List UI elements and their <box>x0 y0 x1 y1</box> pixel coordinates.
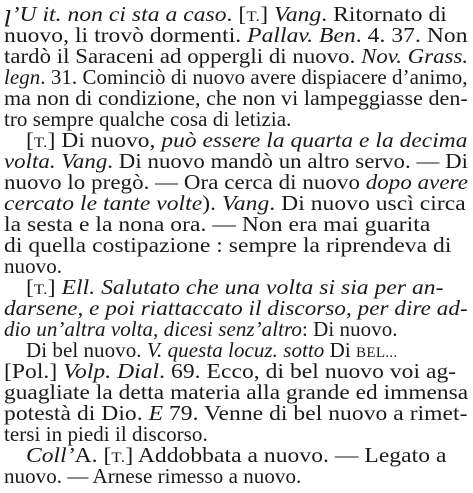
roman-run: Di <box>329 338 357 362</box>
roman-run: [ <box>26 275 34 299</box>
roman-run: nuovo. <box>4 254 63 278</box>
roman-run: . 4. 37. Non <box>355 23 468 47</box>
italic-run: volta. Vang <box>4 149 108 173</box>
roman-run: . Ritornato di <box>321 2 447 26</box>
roman-run: ] <box>260 2 275 26</box>
roman-run: ma non di condizione, che non vi lampeggiasse den- <box>4 86 468 110</box>
text-line <box>4 464 301 488</box>
roman-run: . [ <box>226 2 247 26</box>
small-caps-run: T. <box>111 450 126 466</box>
roman-run: nuovo. — Arnese rimesso a nuovo. <box>4 464 302 488</box>
roman-run: . 31. Cominciò di nuovo avere dispiacere d’animo, <box>40 65 468 89</box>
italic-run: V. questa locuz. sotto <box>146 338 330 362</box>
roman-run: [Pol.] <box>4 359 64 383</box>
roman-run: potestà di Dio. <box>4 401 149 425</box>
roman-run: tardò il Saraceni ad oppergli di nuovo. <box>4 44 362 68</box>
italic-run: Pallav. Ben <box>247 23 356 47</box>
roman-run: tro sempre qualche cosa di letizia. <box>4 107 292 131</box>
roman-run: ). <box>202 191 223 215</box>
italic-run: darsene, e poi riattaccato il discorso, per dire ad- <box>4 296 468 320</box>
italic-run: Coll’ <box>26 443 75 467</box>
small-caps-run: T. <box>246 9 261 25</box>
roman-run: ] Addobbata a nuovo. — Legato a <box>125 443 447 467</box>
italic-run: ꞁ’U it. non ci sta a caso <box>4 2 227 26</box>
italic-run: E <box>148 401 164 425</box>
italic-run: Volp. Dial <box>63 359 160 383</box>
roman-run: tersi in piedi il discorso. <box>4 422 208 446</box>
roman-run: . Di nuovo mandò un altro servo. — Di <box>107 149 469 173</box>
small-caps-run: BEL... <box>356 345 398 361</box>
small-caps-run: T. <box>33 282 48 298</box>
roman-run: Di bel nuovo. <box>26 338 147 362</box>
italic-run: Vang <box>274 2 322 26</box>
roman-run: nuovo, li trovò dormenti. <box>4 23 248 47</box>
italic-run: cercato le tante volte <box>4 191 203 215</box>
small-caps-run: T. <box>33 135 48 151</box>
roman-run: . 69. Ecco, di bel nuovo voi ag- <box>159 359 457 383</box>
italic-run: dio un’altra volta, dicesi senz’altro <box>4 317 302 341</box>
italic-run: Ell. Salutato che una volta si sia per an- <box>61 275 444 299</box>
roman-run: 79. Venne di bel nuovo a rimet- <box>163 401 468 425</box>
roman-run: . Di nuovo uscì circa <box>269 191 466 215</box>
roman-run: nuovo lo pregò. — Ora cerca di nuovo <box>4 170 366 194</box>
roman-run: ] <box>47 275 62 299</box>
italic-run: Vang <box>222 191 270 215</box>
roman-run: ] Di nuovo, <box>47 128 162 152</box>
roman-run: guagliate la detta materia alla grande ed immensa <box>4 380 469 404</box>
italic-run: dopo avere <box>365 170 468 194</box>
roman-run: di quella costipazione : sempre la riprendeva di <box>4 233 452 257</box>
roman-run: : Di nuovo. <box>301 317 398 341</box>
roman-run: A. [ <box>74 443 112 467</box>
italic-run: legn <box>4 65 41 89</box>
text-line <box>4 233 451 257</box>
roman-run: [ <box>26 128 34 152</box>
italic-run: Nov. Grass. <box>361 44 469 68</box>
roman-run: la sesta e la nona ora. — Non era mai guarita <box>4 212 431 236</box>
italic-run: può essere la quarta e la decima <box>161 128 468 152</box>
